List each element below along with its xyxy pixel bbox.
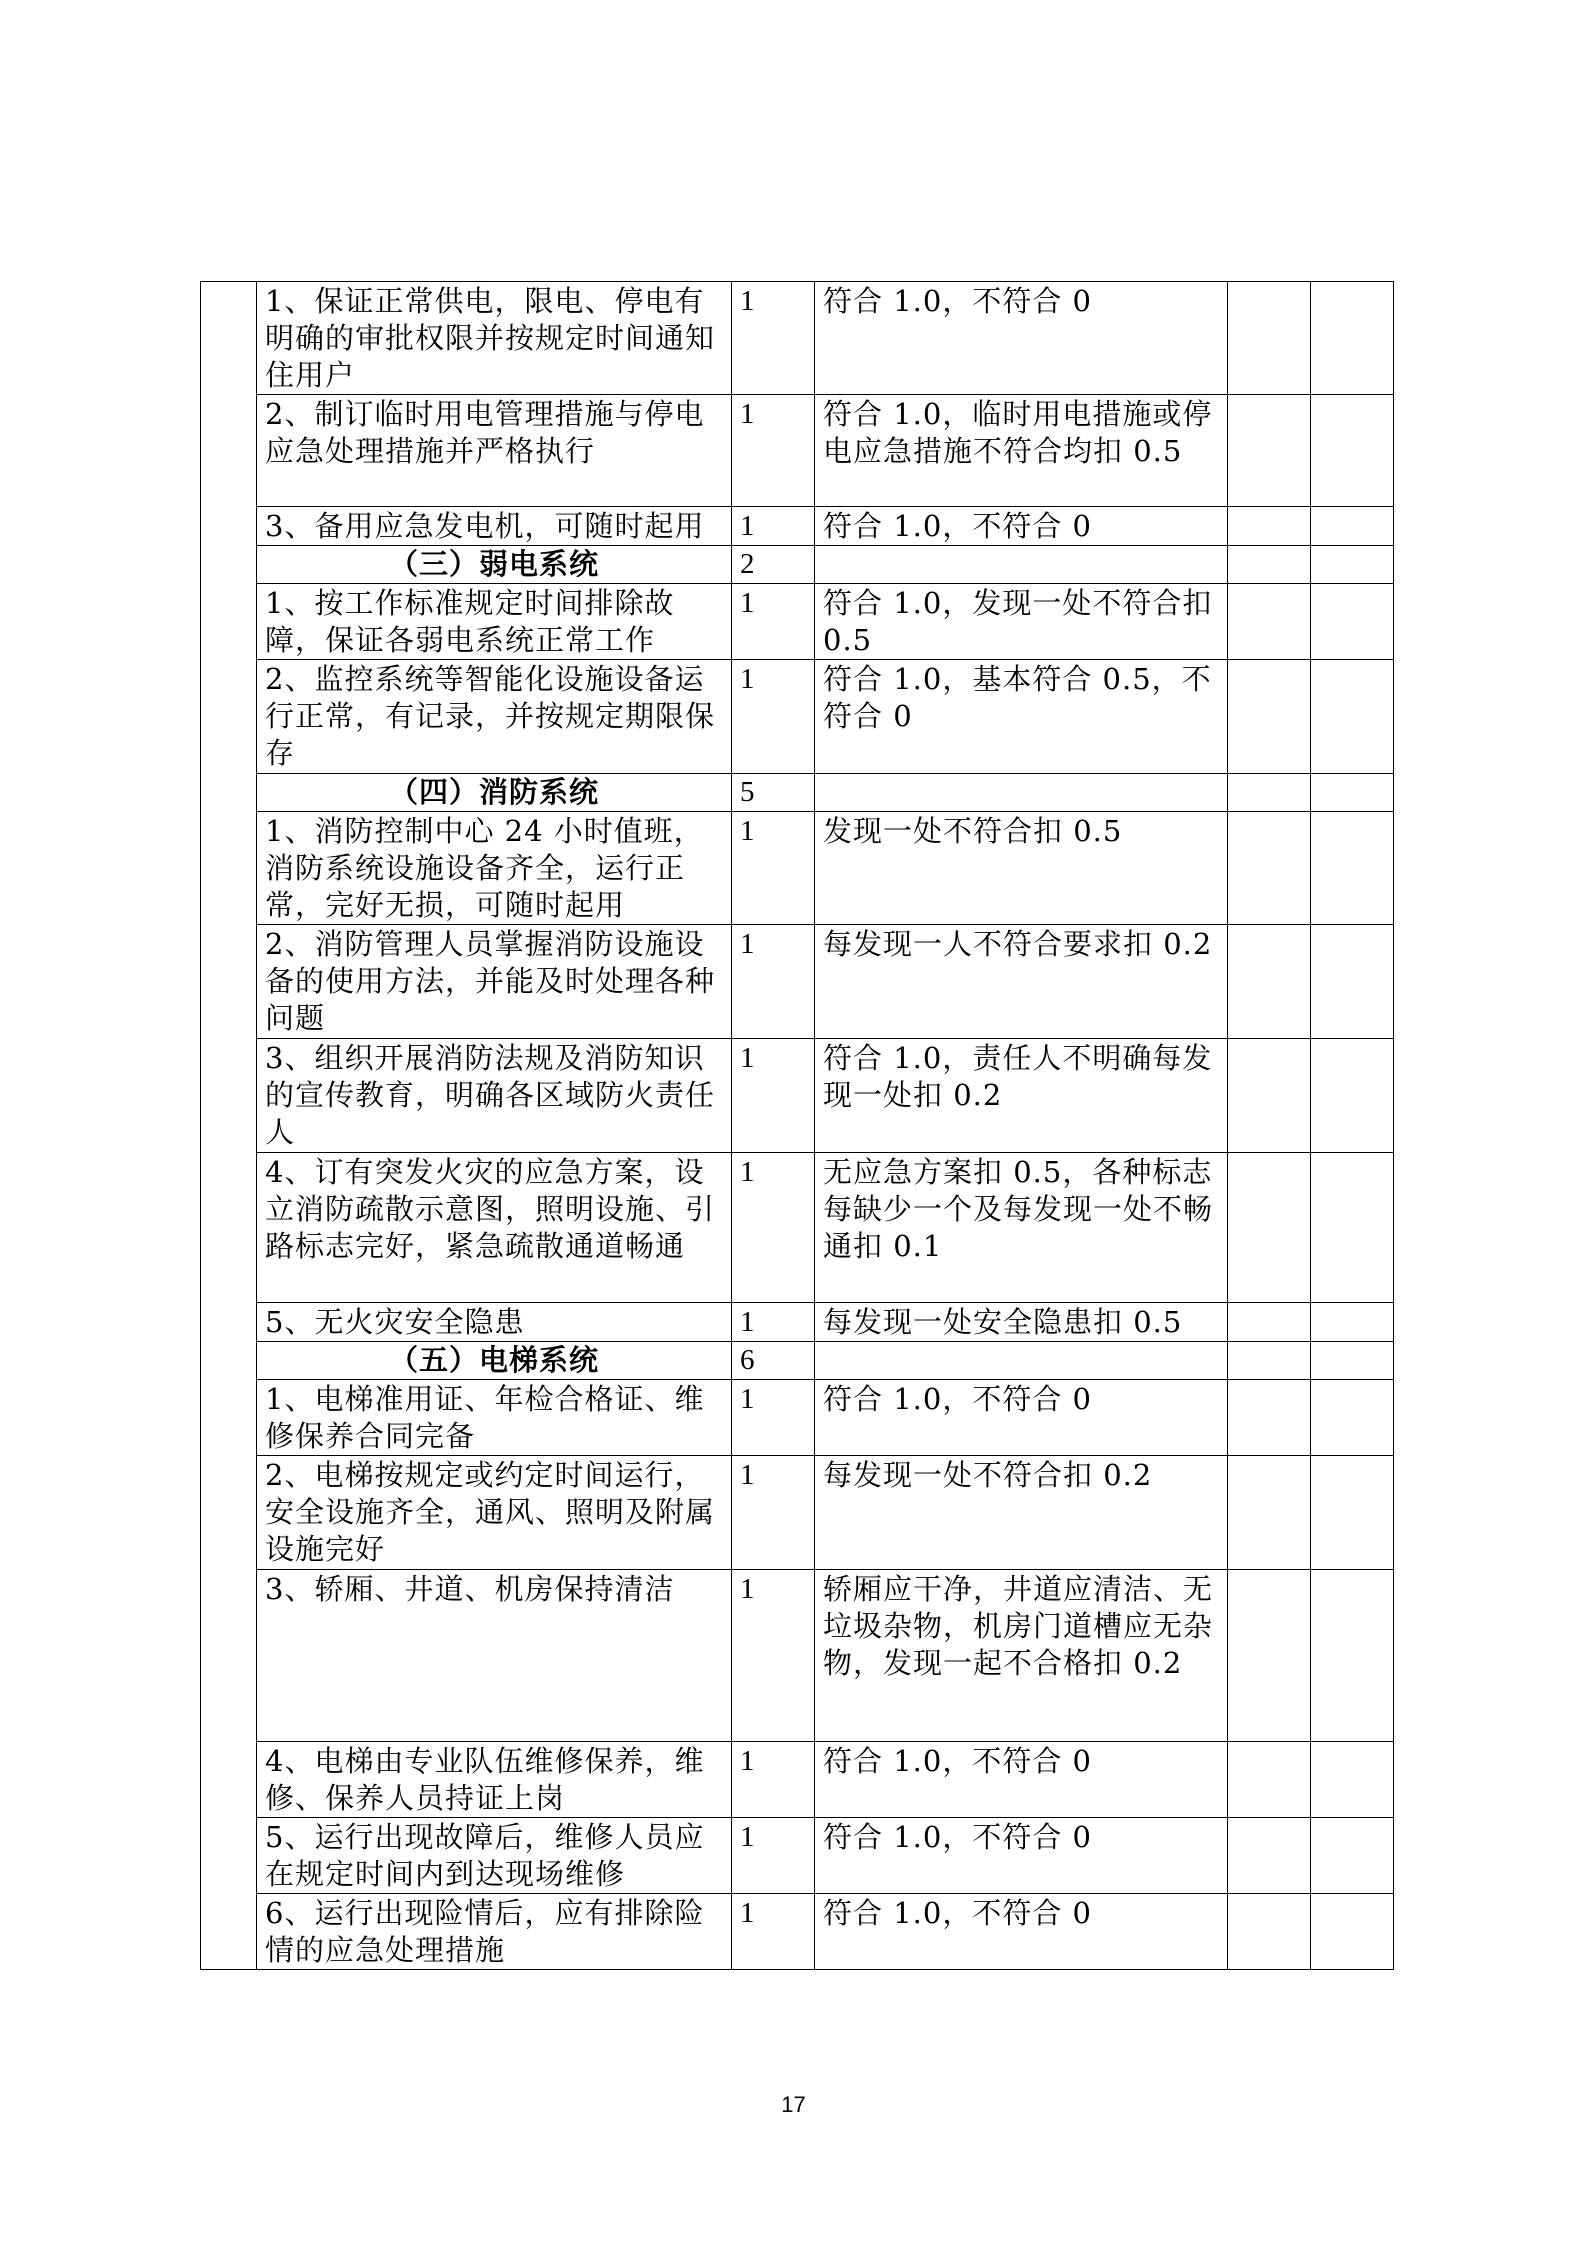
remarks-cell	[1311, 1039, 1394, 1153]
score-cell: 1	[732, 925, 815, 1039]
score-cell: 1	[732, 660, 815, 774]
standard-item-cell: 2、电梯按规定或约定时间运行，安全设施齐全，通风、照明及附属设施完好	[257, 1456, 732, 1570]
table-row	[201, 1303, 1394, 1342]
score-cell: 1	[732, 584, 815, 660]
category-cell	[201, 282, 257, 1970]
table-row	[201, 282, 1394, 395]
remarks-cell	[1311, 546, 1394, 584]
deduction-cell	[1228, 1342, 1311, 1380]
deduction-cell	[1228, 1570, 1311, 1742]
scoring-rule-cell: 符合 1.0，不符合 0	[815, 507, 1228, 546]
deduction-cell	[1228, 1818, 1311, 1894]
deduction-cell	[1228, 507, 1311, 546]
deduction-cell	[1228, 660, 1311, 774]
table-row	[201, 1894, 1394, 1970]
scoring-rule-cell	[815, 546, 1228, 584]
standard-item-cell: 2、监控系统等智能化设施设备运行正常，有记录，并按规定期限保存	[257, 660, 732, 774]
score-cell: 5	[732, 774, 815, 812]
deduction-cell	[1228, 1456, 1311, 1570]
scoring-rule-cell: 符合 1.0，发现一处不符合扣 0.5	[815, 584, 1228, 660]
standard-item-cell: 3、备用应急发电机，可随时起用	[257, 507, 732, 546]
score-cell: 1	[732, 1039, 815, 1153]
table-row	[201, 1456, 1394, 1570]
section-row	[201, 774, 1394, 812]
table-row	[201, 812, 1394, 925]
standard-item-cell: 4、电梯由专业队伍维修保养，维修、保养人员持证上岗	[257, 1742, 732, 1818]
score-cell: 1	[732, 1153, 815, 1303]
deduction-cell	[1228, 546, 1311, 584]
section-row	[201, 1342, 1394, 1380]
score-cell: 1	[732, 1456, 815, 1570]
section-row	[201, 546, 1394, 584]
standard-item-cell: 1、按工作标准规定时间排除故障，保证各弱电系统正常工作	[257, 584, 732, 660]
scoring-rule-cell: 符合 1.0，临时用电措施或停电应急措施不符合均扣 0.5	[815, 395, 1228, 507]
table-row	[201, 395, 1394, 507]
standard-item-cell: 5、无火灾安全隐患	[257, 1303, 732, 1342]
score-cell: 1	[732, 1742, 815, 1818]
score-cell: 1	[732, 395, 815, 507]
scoring-rule-cell: 符合 1.0，不符合 0	[815, 1742, 1228, 1818]
scoring-rule-cell: 符合 1.0，不符合 0	[815, 1894, 1228, 1970]
scoring-rule-cell: 每发现一处不符合扣 0.2	[815, 1456, 1228, 1570]
table-row	[201, 1153, 1394, 1303]
remarks-cell	[1311, 812, 1394, 925]
table-row	[201, 1742, 1394, 1818]
remarks-cell	[1311, 395, 1394, 507]
remarks-cell	[1311, 660, 1394, 774]
score-cell: 1	[732, 1303, 815, 1342]
assessment-table	[200, 281, 1394, 1970]
scoring-rule-cell: 符合 1.0，责任人不明确每发现一处扣 0.2	[815, 1039, 1228, 1153]
scoring-rule-cell: 发现一处不符合扣 0.5	[815, 812, 1228, 925]
table-row	[201, 925, 1394, 1039]
section-title-cell: （三）弱电系统	[257, 546, 732, 584]
deduction-cell	[1228, 584, 1311, 660]
remarks-cell	[1311, 1570, 1394, 1742]
remarks-cell	[1311, 1818, 1394, 1894]
scoring-rule-cell: 符合 1.0，基本符合 0.5，不符合 0	[815, 660, 1228, 774]
remarks-cell	[1311, 925, 1394, 1039]
remarks-cell	[1311, 282, 1394, 395]
deduction-cell	[1228, 925, 1311, 1039]
table-row	[201, 660, 1394, 774]
deduction-cell	[1228, 395, 1311, 507]
standard-item-cell: 3、轿厢、井道、机房保持清洁	[257, 1570, 732, 1742]
scoring-rule-cell: 每发现一人不符合要求扣 0.2	[815, 925, 1228, 1039]
section-title-cell: （五）电梯系统	[257, 1342, 732, 1380]
scoring-rule-cell	[815, 774, 1228, 812]
score-cell: 1	[732, 1818, 815, 1894]
deduction-cell	[1228, 812, 1311, 925]
table-row	[201, 507, 1394, 546]
remarks-cell	[1311, 1342, 1394, 1380]
remarks-cell	[1311, 1153, 1394, 1303]
remarks-cell	[1311, 774, 1394, 812]
deduction-cell	[1228, 1380, 1311, 1456]
table-row	[201, 1818, 1394, 1894]
remarks-cell	[1311, 1742, 1394, 1818]
standard-item-cell: 1、保证正常供电，限电、停电有明确的审批权限并按规定时间通知住用户	[257, 282, 732, 395]
deduction-cell	[1228, 1742, 1311, 1818]
remarks-cell	[1311, 584, 1394, 660]
table-row	[201, 1039, 1394, 1153]
score-cell: 1	[732, 282, 815, 395]
scoring-rule-cell	[815, 1342, 1228, 1380]
standard-item-cell: 5、运行出现故障后，维修人员应在规定时间内到达现场维修	[257, 1818, 732, 1894]
deduction-cell	[1228, 1303, 1311, 1342]
standard-item-cell: 2、消防管理人员掌握消防设施设备的使用方法，并能及时处理各种问题	[257, 925, 732, 1039]
score-cell: 6	[732, 1342, 815, 1380]
standard-item-cell: 2、制订临时用电管理措施与停电应急处理措施并严格执行	[257, 395, 732, 507]
deduction-cell	[1228, 1153, 1311, 1303]
scoring-rule-cell: 符合 1.0，不符合 0	[815, 1818, 1228, 1894]
deduction-cell	[1228, 774, 1311, 812]
remarks-cell	[1311, 1456, 1394, 1570]
remarks-cell	[1311, 1303, 1394, 1342]
standard-item-cell: 3、组织开展消防法规及消防知识的宣传教育，明确各区域防火责任人	[257, 1039, 732, 1153]
page-number: 17	[781, 2092, 806, 2117]
deduction-cell	[1228, 1894, 1311, 1970]
assessment-table-body	[201, 282, 1394, 1970]
scoring-rule-cell: 每发现一处安全隐患扣 0.5	[815, 1303, 1228, 1342]
scoring-rule-cell: 符合 1.0，不符合 0	[815, 1380, 1228, 1456]
deduction-cell	[1228, 282, 1311, 395]
standard-item-cell: 1、电梯准用证、年检合格证、维修保养合同完备	[257, 1380, 732, 1456]
score-cell: 1	[732, 812, 815, 925]
table-row	[201, 1380, 1394, 1456]
standard-item-cell: 1、消防控制中心 24 小时值班，消防系统设施设备齐全，运行正常，完好无损，可随时起用	[257, 812, 732, 925]
remarks-cell	[1311, 1380, 1394, 1456]
score-cell: 1	[732, 1894, 815, 1970]
remarks-cell	[1311, 1894, 1394, 1970]
score-cell: 1	[732, 1380, 815, 1456]
table-row	[201, 584, 1394, 660]
score-cell: 2	[732, 546, 815, 584]
scoring-rule-cell: 符合 1.0，不符合 0	[815, 282, 1228, 395]
section-title-cell: （四）消防系统	[257, 774, 732, 812]
scoring-rule-cell: 无应急方案扣 0.5，各种标志每缺少一个及每发现一处不畅通扣 0.1	[815, 1153, 1228, 1303]
score-cell: 1	[732, 507, 815, 546]
standard-item-cell: 6、运行出现险情后，应有排除险情的应急处理措施	[257, 1894, 732, 1970]
standard-item-cell: 4、订有突发火灾的应急方案，设立消防疏散示意图，照明设施、引路标志完好，紧急疏散通道畅通	[257, 1153, 732, 1303]
remarks-cell	[1311, 507, 1394, 546]
deduction-cell	[1228, 1039, 1311, 1153]
table-row	[201, 1570, 1394, 1742]
score-cell: 1	[732, 1570, 815, 1742]
scoring-rule-cell: 轿厢应干净，井道应清洁、无垃圾杂物，机房门道槽应无杂物，发现一起不合格扣 0.2	[815, 1570, 1228, 1742]
